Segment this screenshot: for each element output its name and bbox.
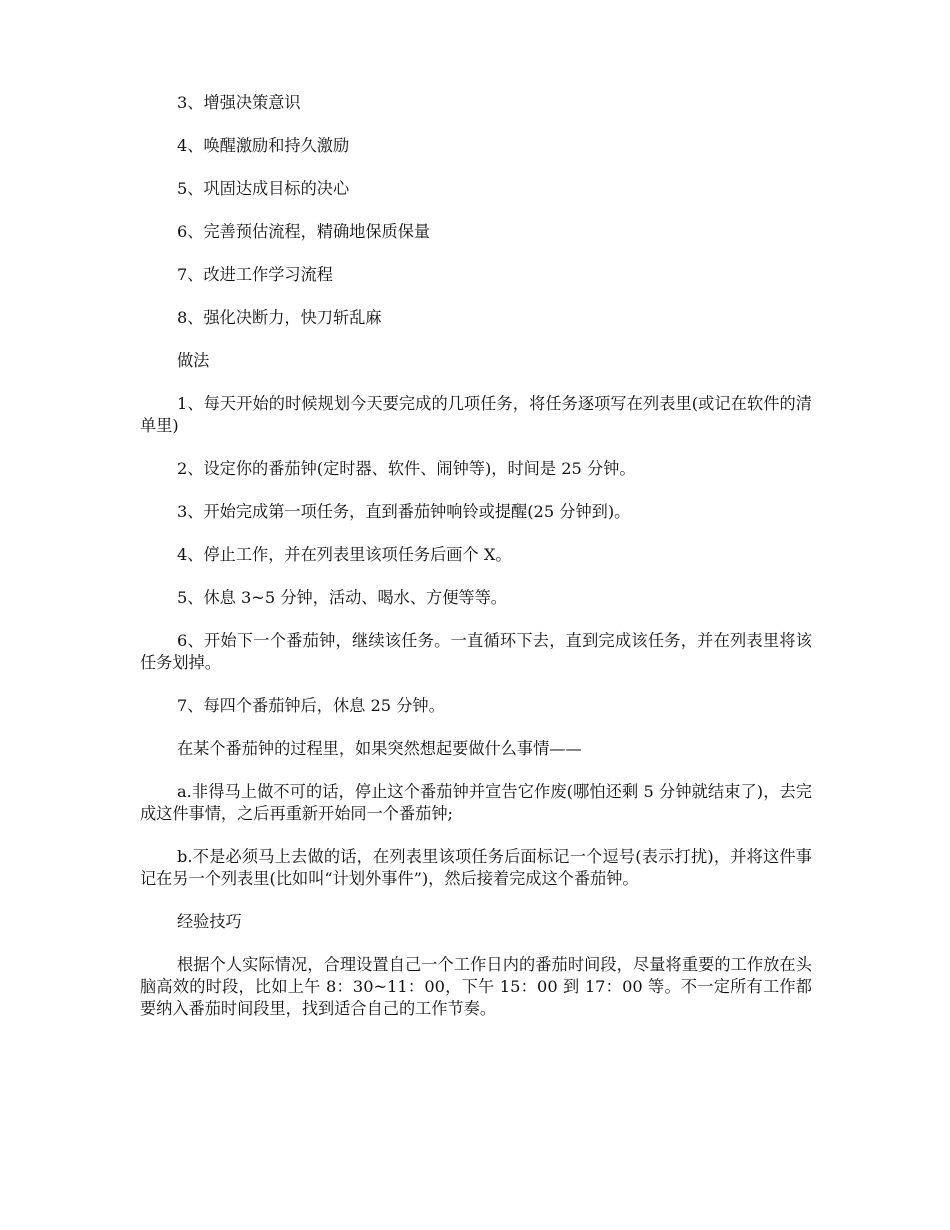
document-body (140, 92, 812, 1041)
list-item-8: 8、强化决断力，快刀斩乱麻 (177, 308, 382, 327)
step-5: 5、休息 3~5 分钟，活动、喝水、方便等等。 (177, 588, 507, 607)
list-item-4: 4、唤醒激励和持久激励 (177, 136, 350, 155)
interruption-intro: 在某个番茄钟的过程里，如果突然想起要做什么事情—— (177, 739, 582, 758)
list-item-3: 3、增强决策意识 (177, 93, 301, 112)
step-1: 1、每天开始的时候规划今天要完成的几项任务，将任务逐项写在列表里(或记在软件的清单里) (140, 394, 812, 435)
step-3: 3、开始完成第一项任务，直到番茄钟响铃或提醒(25 分钟到)。 (177, 502, 631, 521)
section-heading-tips: 经验技巧 (177, 912, 242, 931)
tips-paragraph: 根据个人实际情况，合理设置自己一个工作日内的番茄时间段，尽量将重要的工作放在头脑高效的时段，比如上午 8：30~11：00，下午 15：00 到 17：00 等。不一定所有工作都要纳入番茄时间段里，找到适合自己的工作节奏。 (140, 955, 812, 1018)
step-2: 2、设定你的番茄钟(定时器、软件、闹钟等)，时间是 25 分钟。 (177, 459, 636, 478)
step-4: 4、停止工作，并在列表里该项任务后画个 X。 (177, 545, 512, 564)
list-item-6: 6、完善预估流程，精确地保质保量 (177, 222, 431, 241)
step-6: 6、开始下一个番茄钟，继续该任务。一直循环下去，直到完成该任务，并在列表里将该任务划掉。 (140, 631, 812, 672)
list-item-7: 7、改进工作学习流程 (177, 265, 333, 284)
interruption-option-b: b.不是必须马上去做的话，在列表里该项任务后面标记一个逗号(表示打扰)，并将这件事记在另一个列表里(比如叫“计划外事件”)，然后接着完成这个番茄钟。 (140, 847, 812, 888)
step-7: 7、每四个番茄钟后，休息 25 分钟。 (177, 696, 445, 715)
section-heading-method: 做法 (177, 351, 210, 370)
list-item-5: 5、巩固达成目标的决心 (177, 179, 350, 198)
interruption-option-a: a.非得马上做不可的话，停止这个番茄钟并宣告它作废(哪怕还剩 5 分钟就结束了)，去完成这件事情，之后再重新开始同一个番茄钟; (140, 782, 812, 823)
